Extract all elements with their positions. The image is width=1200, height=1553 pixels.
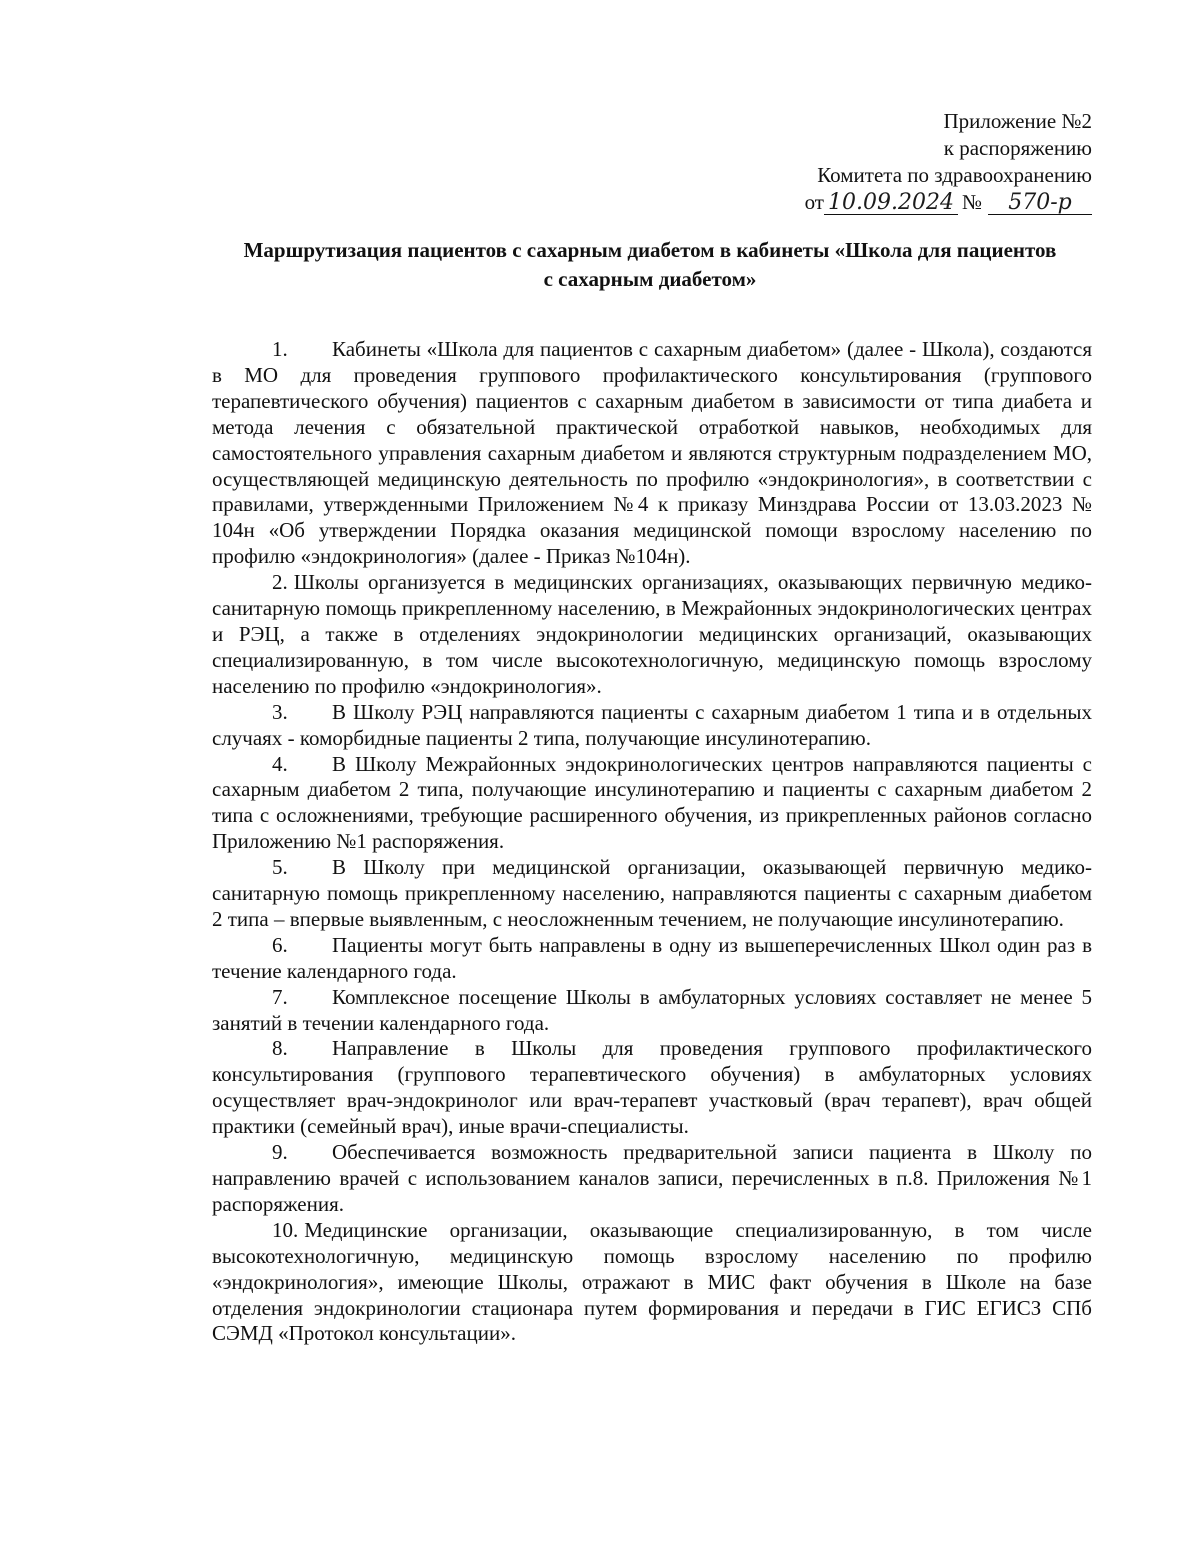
paragraph-text: Направление в Школы для проведения группового профилактического консультирования (группового терапевтического обучения) в амбулаторных условиях осуществляет врач-эндокринолог или врач-терапевт участковый (врач терапевт), врач общей практики (семейный врач), иные врачи-специалисты. bbox=[212, 1036, 1092, 1139]
paragraph-number: 3. bbox=[272, 699, 288, 724]
date-prefix: от bbox=[804, 190, 824, 214]
paragraph-number: 2. bbox=[272, 570, 288, 595]
paragraph-number: 1. bbox=[272, 337, 288, 361]
title-line-2: с сахарным диабетом» bbox=[543, 267, 757, 291]
paragraph-1 bbox=[212, 337, 1092, 570]
paragraph-number: 4. bbox=[272, 751, 288, 776]
paragraph-7 bbox=[212, 985, 1092, 1037]
paragraph-10 bbox=[212, 1218, 1092, 1348]
paragraph-text: Школы организуется в медицинских организациях, оказывающих первичную медико-санитарную помощь прикрепленному населению, в Межрайонных эндокринологических центрах и РЭЦ, а также в отделениях эндокринологии медицинских организаций, оказывающих специализированную, в том числе высокотехнологичную, медицинскую помощь взрослому населению по профилю «эндокринология». bbox=[212, 570, 1092, 698]
document-title bbox=[200, 236, 1100, 294]
paragraph-6 bbox=[212, 933, 1092, 985]
paragraph-3 bbox=[212, 700, 1092, 752]
paragraph-number: 6. bbox=[272, 932, 288, 957]
title-line-1: Маршрутизация пациентов с сахарным диабетом в кабинеты «Школа для пациентов bbox=[243, 238, 1057, 262]
paragraph-9 bbox=[212, 1140, 1092, 1218]
document-body bbox=[212, 337, 1092, 1347]
handwritten-order-number: 570-р bbox=[988, 192, 1092, 215]
paragraph-5 bbox=[212, 855, 1092, 933]
order-date-line bbox=[732, 189, 1092, 216]
paragraph-text: Медицинские организации, оказывающие специализированную, в том числе высокотехнологичную, медицинскую помощь взрослому населению по профилю «эндокринология», имеющие Школы, отражают в МИС факт обучения в Школе на базе отделения эндокринологии стационара путем формирования и передачи в ГИС ЕГИСЗ СПб СЭМД «Протокол консультации». bbox=[212, 1217, 1092, 1346]
paragraph-text: Пациенты могут быть направлены в одну из вышеперечисленных Школ один раз в течение календарного года. bbox=[212, 932, 1092, 983]
paragraph-8 bbox=[212, 1036, 1092, 1140]
paragraph-number: 7. bbox=[272, 984, 288, 1009]
appendix-number: Приложение №2 bbox=[943, 109, 1092, 133]
number-prefix: № bbox=[961, 190, 982, 214]
appendix-committee: Комитета по здравоохранению bbox=[817, 163, 1092, 187]
paragraph-number: 5. bbox=[272, 855, 288, 880]
paragraph-number: 8. bbox=[272, 1036, 288, 1061]
paragraph-text: Комплексное посещение Школы в амбулаторных условиях составляет не менее 5 занятий в течении календарного года. bbox=[212, 984, 1092, 1035]
appendix-to-order: к распоряжению bbox=[943, 136, 1092, 160]
paragraph-text: Обеспечивается возможность предварительной записи пациента в Школу по направлению врачей с использованием каналов записи, перечисленных в п.8. Приложения №1 распоряжения. bbox=[212, 1140, 1092, 1216]
paragraph-text: В Школу при медицинской организации, оказывающей первичную медико-санитарную помощь прикрепленному населению, направляются пациенты с сахарным диабетом 2 типа – впервые выявленным, с неосложненным течением, не получающие инсулинотерапию. bbox=[212, 855, 1092, 931]
paragraph-text: В Школу Межрайонных эндокринологических центров направляются пациенты с сахарным диабетом 2 типа, получающие инсулинотерапию и пациенты с сахарным диабетом 2 типа с осложнениями, требующие расширенного обучения, из прикрепленных районов согласно Приложению №1 распоряжения. bbox=[212, 751, 1092, 854]
paragraph-4 bbox=[212, 752, 1092, 856]
handwritten-date: 10.09.2024 bbox=[824, 192, 958, 215]
paragraph-text: В Школу РЭЦ направляются пациенты с сахарным диабетом 1 типа и в отдельных случаях - коморбидные пациенты 2 типа, получающие инсулинотерапию. bbox=[212, 699, 1092, 750]
paragraph-text: Кабинеты «Школа для пациентов с сахарным диабетом» (далее - Школа), создаются в МО для проведения группового профилактического консультирования (группового терапевтического обучения) пациентов с сахарным диабетом в зависимости от типа диабета и метода лечения с обязательной практической отработкой навыков, необходимых для самостоятельного управления сахарным диабетом и являются структурным подразделением МО, осуществляющей медицинскую деятельность по профилю «эндокринология», в соответствии с правилами, утвержденными Приложением №4 к приказу Минздрава России от 13.03.2023 № 104н «Об утверждении Порядка оказания медицинской помощи взрослому населению по профилю «эндокринология» (далее - Приказ №104н). bbox=[212, 337, 1092, 569]
appendix-header bbox=[732, 108, 1092, 216]
paragraph-2 bbox=[212, 570, 1092, 700]
paragraph-number: 10. bbox=[272, 1217, 299, 1242]
paragraph-number: 9. bbox=[272, 1140, 288, 1165]
